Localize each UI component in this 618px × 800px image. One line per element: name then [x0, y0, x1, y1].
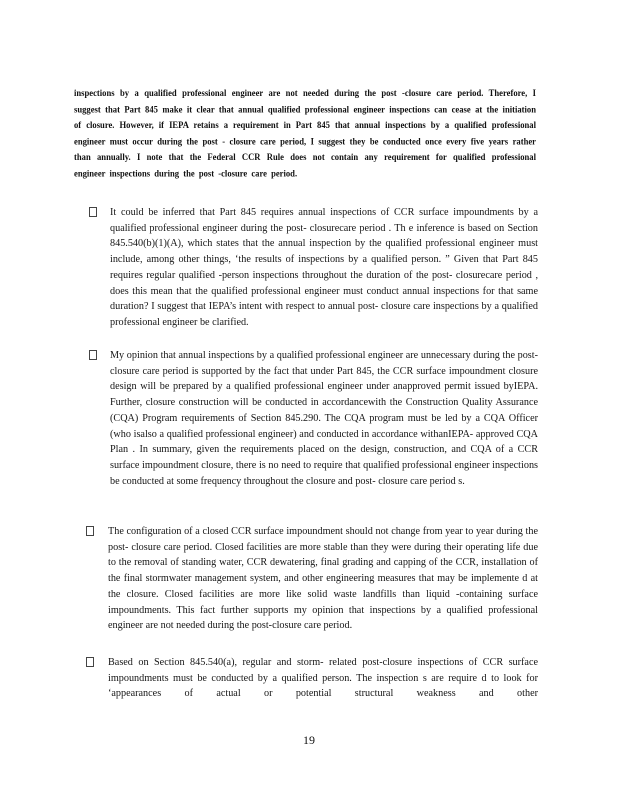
bullet-text: Based on Section 845.540(a), regular and storm- related post-closure inspections of CCR surface impoundments must be conducted by a qualified person. The inspection s are require d to look for ‘appearances of actual or potential structural weakness and other: [108, 657, 538, 700]
bullet-text: It could be inferred that Part 845 requires annual inspections of CCR surface impoundments by a qualified professional engineer during the post- closurecare period . Th e inference is based on Section 845.540(b)(1)(A), which states that the annual inspection by the qualified professional engineer must include, among other things, ‘the results of inspections by a qualified person. ” Given that Part 845 requires regular qualified -person inspections throughout the duration of the post- closurecare period , does this mean that the qualified professional engineer must conduct annual inspections for that same duration? I suggest that IEPA’s intent with respect to annual post- closure care inspections by a qualified professional engineer be clarified.: [110, 207, 538, 328]
bullet-box-icon: [89, 349, 99, 359]
page-number: 19: [303, 733, 315, 747]
bullet-text: My opinion that annual inspections by a qualified professional engineer are unnecessary during the post-closure care period is supported by the fact that under Part 845, the CCR surface impoundment closure design will be prepared by a qualified professional engineer under anapproved permit issued byIEPA. Further, closure construction will be conducted in accordancewith the Construction Quality Assurance (CQA) Program requirements of Section 845.290. The CQA program must be led by a CQA Officer (who isalso a qualified professional engineer) and conducted in accordance withanIEPA- approved CQA Plan . In summary, given the requirements placed on the design, construction, and CQA of a CCR surface impoundment closure, there is no need to require that qualified professional engineer inspections be conducted at some frequency throughout the closure and post- closure care period s.: [110, 350, 538, 487]
bullet-box-icon: [89, 206, 99, 216]
bullet-box-icon: [86, 656, 96, 666]
bullet-text: The configuration of a closed CCR surface impoundment should not change from year to year during the post- closure care period. Closed facilities are more stable than they were during their operating life due to the removal of standing water, CCR dewatering, final grading and capping of the CCR, installation of the final stormwater management system, and other engineering measures that may be implemente d at the closure. Closed facilities are more like solid waste landfills than liquid -containing surface impoundments. This fact further supports my opinion that inspections by a qualified professional engineer are not needed during the post-closure care period.: [108, 526, 538, 632]
intro-paragraph: inspections by a qualified professional engineer are not needed during the post -closure care period. Therefore, I suggest that Part 845 make it clear that annual qualified professional engineer inspections can cease at the initiation of closure. However, if IEPA retains a requirement in Part 845 that annual inspections by a qualified professional engineer must occur during the post - closure care period, I suggest they be conducted once every five years rather than annually. I note that the Federal CCR Rule does not contain any requirement for qualified professional engineer inspections during the post -closure care period.: [74, 87, 536, 178]
bullet-box-icon: [86, 525, 96, 535]
